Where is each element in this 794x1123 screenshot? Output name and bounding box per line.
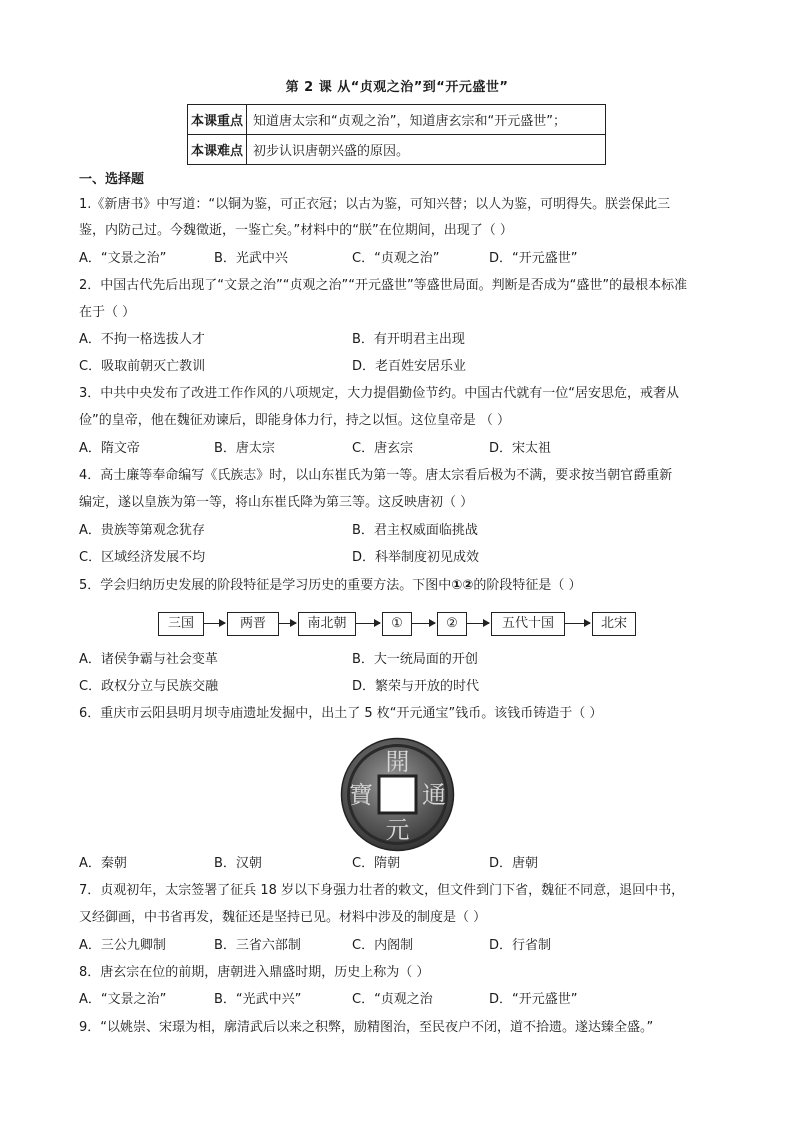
kaiyuan-coin-image [340, 737, 455, 852]
q7-line: 又经御画，中书省再发，魏征还是坚持已见。材料中涉及的制度是（ ） [79, 910, 487, 925]
q3-option-c[interactable]: C．唐玄宗 [352, 441, 414, 456]
q6-option-c[interactable]: C．隋朝 [352, 856, 401, 871]
key-row-focus [188, 105, 606, 135]
q1-line: 鉴，内防己过。今魏徵逝，一鉴亡矣。”材料中的“朕”在位期间，出现了（ ） [79, 223, 513, 238]
key-row-difficulty [188, 135, 606, 165]
q5-option-a[interactable]: A．诸侯争霸与社会变革 [79, 652, 218, 667]
q8-option-c[interactable]: C．“贞观之治 [352, 992, 433, 1007]
q7-option-a[interactable]: A．三公九卿制 [79, 938, 166, 953]
q5-option-b[interactable]: B．大一统局面的开创 [352, 652, 478, 667]
q6-option-b[interactable]: B．汉朝 [214, 856, 262, 871]
q2-line: 2．中国古代先后出现了“文景之治”“贞观之治”“开元盛世”等盛世局面。判断是否成为“盛世”的最根本标准 [79, 278, 688, 293]
flow-box-jin: 两晋 [227, 612, 279, 636]
coin-char-right: 通 [422, 781, 446, 809]
q2-option-a[interactable]: A．不拘一格选拔人才 [79, 332, 205, 347]
coin-char-top: 開 [385, 748, 410, 776]
q1-option-c[interactable]: C．“贞观之治” [352, 251, 440, 266]
q8-line: 8．唐玄宗在位的前期，唐朝进入鼎盛时期，历史上称为（ ） [79, 965, 430, 980]
q9-line: 9．“以姚崇、宋璟为相，廓清武后以来之积弊，励精图治，至民夜户不闭，道不拾遗。遂达臻全盛。” [79, 1020, 654, 1035]
section-heading: 一、选择题 [79, 172, 145, 187]
q5-line [79, 577, 581, 595]
flow-box-three-kingdoms: 三国 [158, 612, 204, 636]
q5-circle-2: ② [462, 578, 474, 593]
flow-arrow [204, 623, 225, 624]
flow-arrow [356, 623, 380, 624]
flow-arrow [412, 623, 435, 624]
q2-line: 在于（ ） [79, 305, 136, 320]
q3-option-a[interactable]: A．隋文帝 [79, 441, 140, 456]
q2-option-d[interactable]: D．老百姓安居乐业 [352, 359, 467, 374]
q6-option-d[interactable]: D．唐朝 [489, 856, 539, 871]
q6-line: 6．重庆市云阳县明月坝寺庙遗址发掘中，出土了 5 枚“开元通宝”钱币。该钱币铸造于（ ） [79, 706, 603, 721]
flow-arrow [279, 623, 296, 624]
q1-line: 1.《新唐书》中写道：“以铜为鉴，可正衣冠；以古为鉴，可知兴替；以人为鉴，可明得失。朕尝保此三 [79, 197, 671, 212]
key-points-table [187, 104, 606, 165]
lesson-title: 第 2 课 从“贞观之治”到“开元盛世” [285, 80, 509, 95]
q7-option-b[interactable]: B．三省六部制 [214, 938, 301, 953]
q3-option-d[interactable]: D．宋太祖 [489, 441, 552, 456]
q6-option-a[interactable]: A．秦朝 [79, 856, 127, 871]
q8-option-a[interactable]: A．“文景之治” [79, 992, 167, 1007]
flow-box-southern-northern: 南北朝 [298, 612, 356, 636]
key-label: 本课重点 [188, 105, 247, 135]
q5-option-c[interactable]: C．政权分立与民族交融 [79, 679, 219, 694]
q7-line: 7．贞观初年，太宗签署了征兵 18 岁以下身强力壮者的敕文，但文件到门下省，魏征不同意，退回中书， [79, 883, 685, 898]
q3-line: 3．中共中央发布了改进工作作风的八项规定，大力提倡勤俭节约。中国古代就有一位“居安思危，戒奢从 [79, 386, 680, 401]
flow-box-blank-2: ② [437, 612, 467, 636]
flow-box-blank-1: ① [382, 612, 412, 636]
q7-option-d[interactable]: D．行省制 [489, 938, 552, 953]
q4-line: 编定，遂以皇族为第一等，将山东崔氏降为第三等。这反映唐初（ ） [79, 495, 474, 510]
q3-option-b[interactable]: B．唐太宗 [214, 441, 275, 456]
key-text: 知道唐太宗和“贞观之治”，知道唐玄宗和“开元盛世”； [247, 105, 606, 135]
flow-box-five-dynasties: 五代十国 [491, 612, 565, 636]
q5-option-d[interactable]: D．繁荣与开放的时代 [352, 679, 480, 694]
q4-line: 4．高士廉等奉命编写《氏族志》时，以山东崔氏为第一等。唐太宗看后极为不满，要求按当朝官爵重新 [79, 468, 673, 483]
q4-option-d[interactable]: D．科举制度初见成效 [352, 550, 480, 565]
flow-arrow [565, 623, 590, 624]
q4-option-a[interactable]: A．贵族等第观念犹存 [79, 523, 205, 538]
q2-option-c[interactable]: C．吸取前朝灭亡教训 [79, 359, 206, 374]
q5-circle-1: ① [451, 578, 463, 593]
q5-text-after: 的阶段特征是（ ） [473, 578, 582, 593]
q3-line: 俭”的皇帝，他在魏征劝谏后，即能身体力行，持之以恒。这位皇帝是 （ ） [79, 413, 510, 428]
coin-char-bottom: 元 [385, 816, 410, 844]
flow-arrow [467, 623, 489, 624]
q5-text-before: 5．学会归纳历史发展的阶段特征是学习历史的重要方法。下图中 [79, 578, 452, 593]
key-label: 本课难点 [188, 135, 247, 165]
q4-option-c[interactable]: C．区域经济发展不均 [79, 550, 206, 565]
q8-option-b[interactable]: B．“光武中兴” [214, 992, 302, 1007]
flow-box-northern-song: 北宋 [592, 612, 636, 636]
q4-option-b[interactable]: B．君主权威面临挑战 [352, 523, 478, 538]
key-text: 初步认识唐朝兴盛的原因。 [247, 135, 606, 165]
q1-option-a[interactable]: A．“文景之治” [79, 251, 167, 266]
coin-char-left: 寶 [349, 781, 373, 809]
q7-option-c[interactable]: C．内阁制 [352, 938, 414, 953]
q8-option-d[interactable]: D．“开元盛世” [489, 992, 578, 1007]
dynasty-flowchart [158, 612, 638, 636]
q1-option-d[interactable]: D．“开元盛世” [489, 251, 578, 266]
q1-option-b[interactable]: B．光武中兴 [214, 251, 288, 266]
q2-option-b[interactable]: B．有开明君主出现 [352, 332, 465, 347]
